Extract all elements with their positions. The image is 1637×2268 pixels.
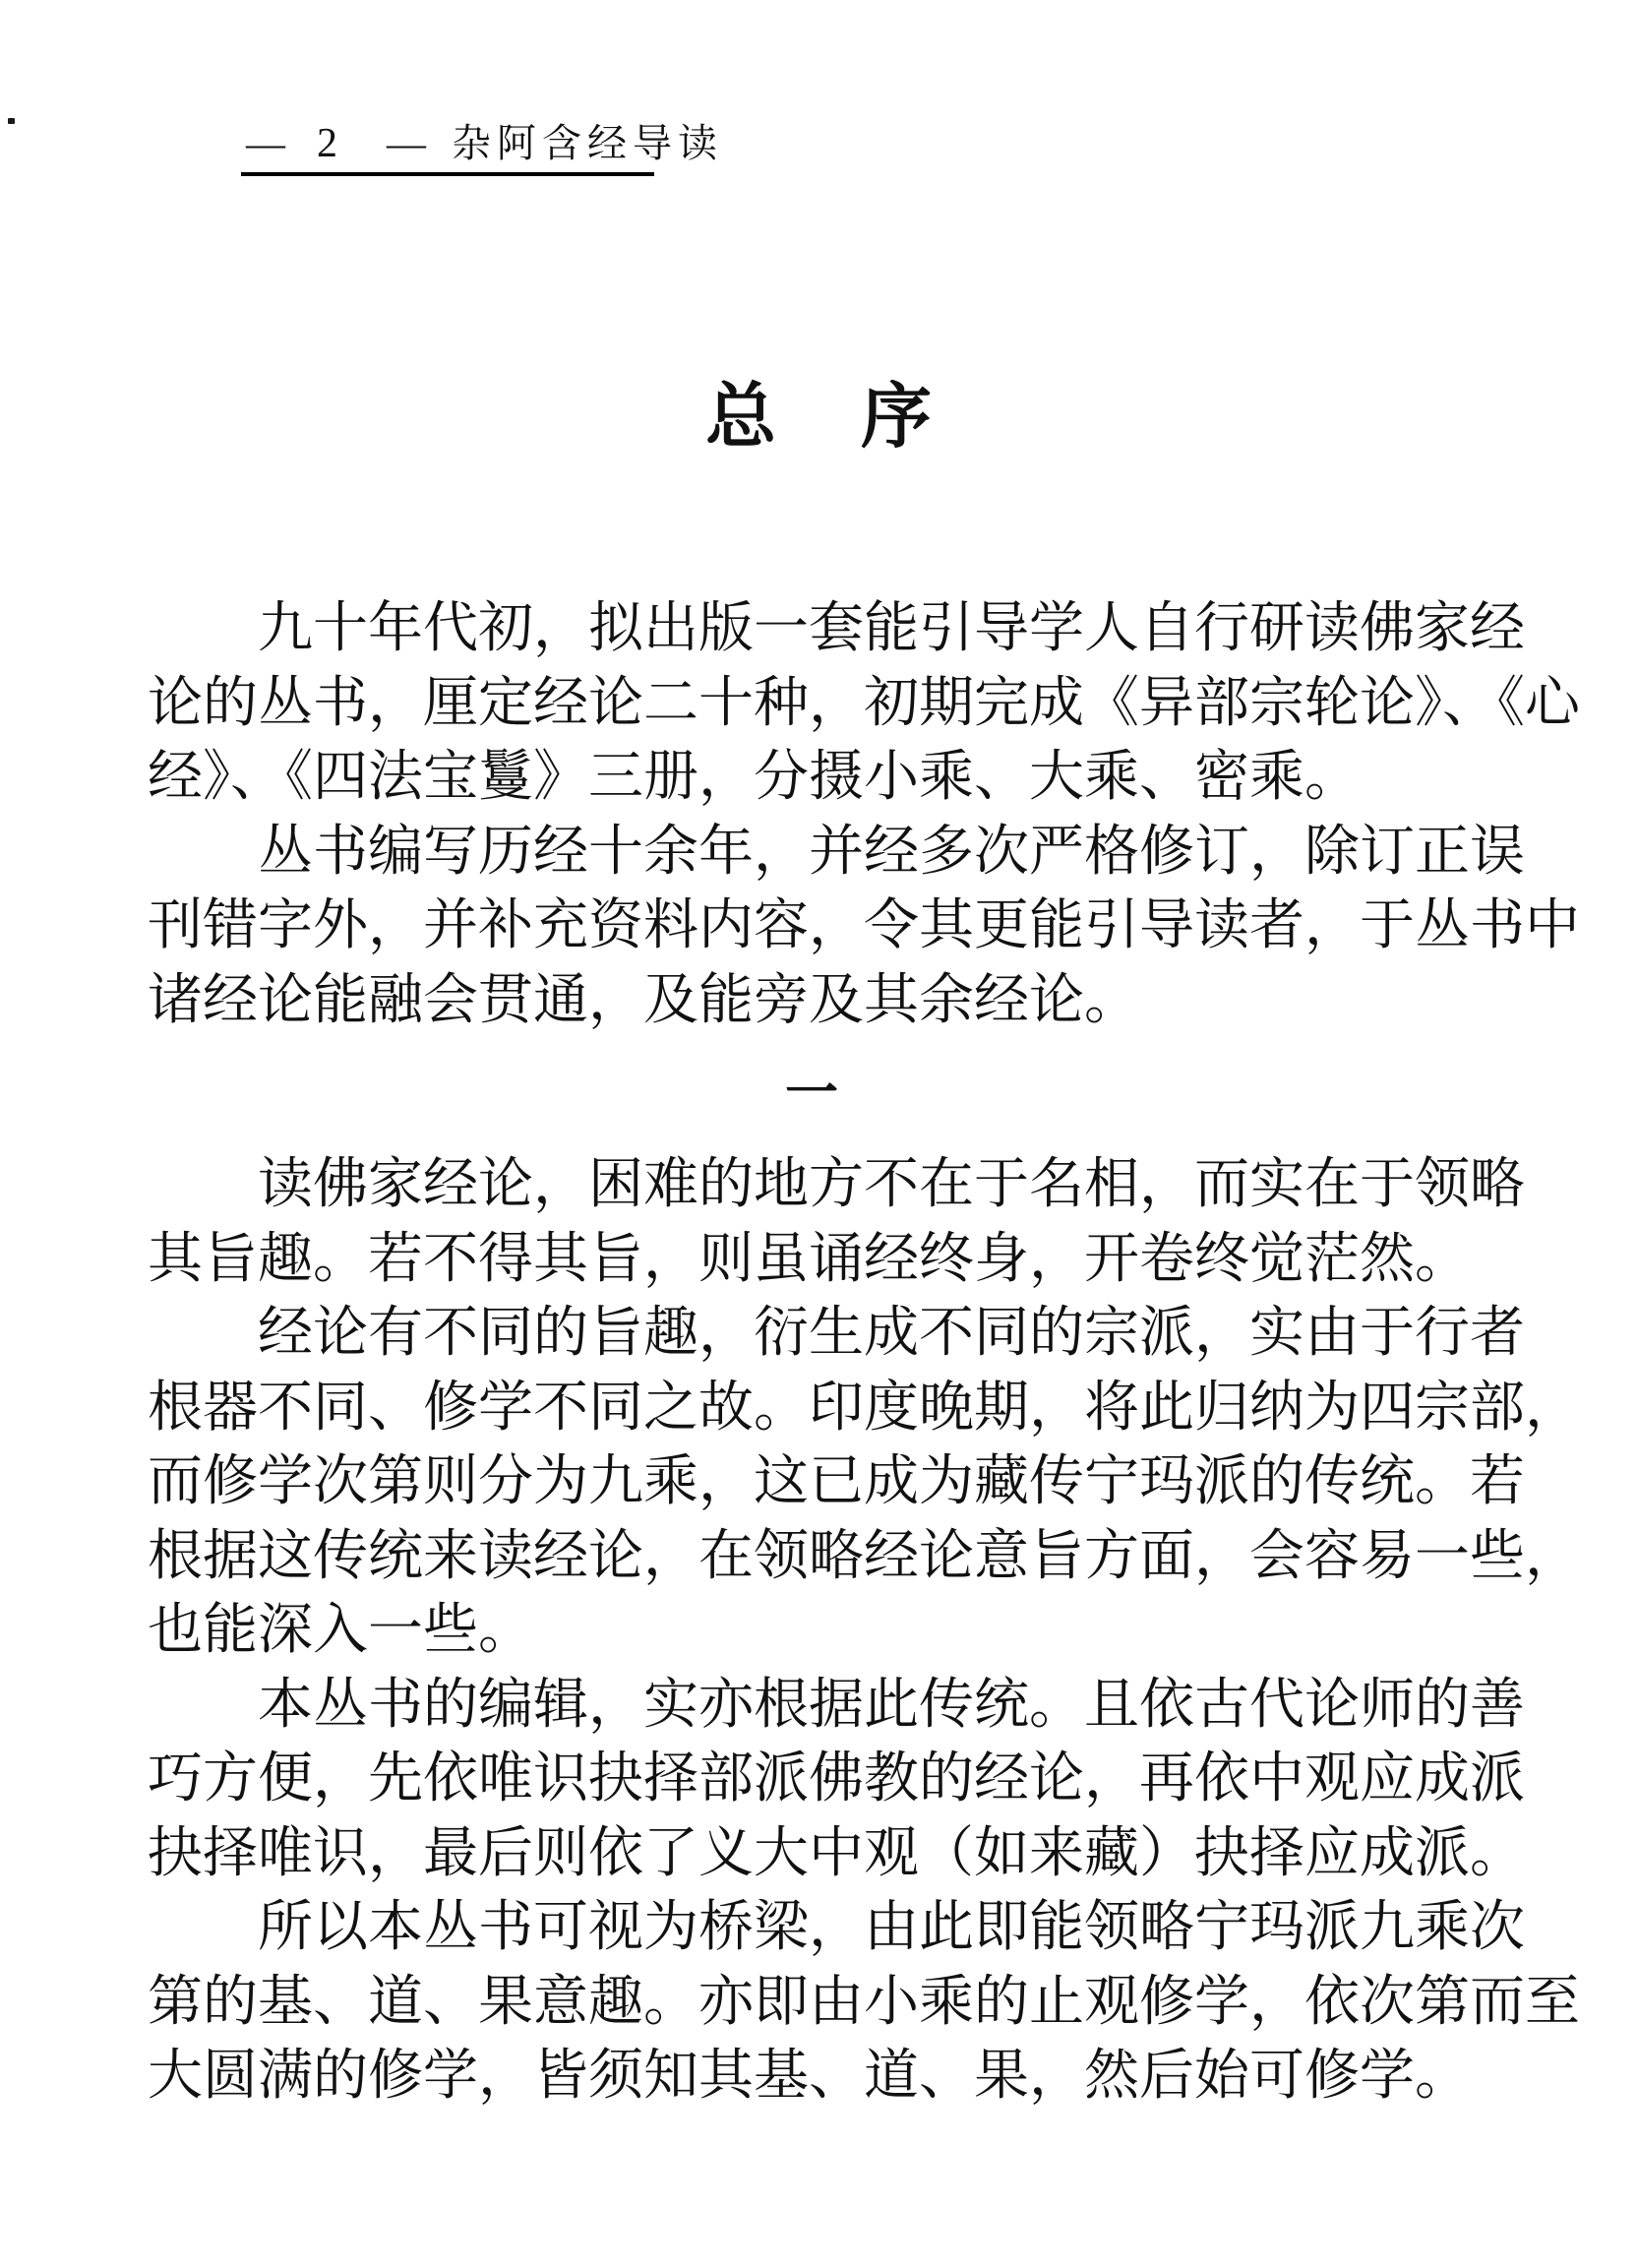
- section-divider: 一: [785, 1064, 838, 1123]
- text-line: 读佛家经论，困难的地方不在于名相，而实在于领略: [258, 1154, 1525, 1215]
- text-line: 第的基、道、果意趣。亦即由小乘的止观修学，依次第而至: [148, 1971, 1580, 2033]
- header-dash-right: —: [387, 121, 426, 165]
- text-line: 大圆满的修学，皆须知其基、道、果，然后始可修学。: [148, 2046, 1470, 2107]
- page-title-char: 序: [861, 378, 933, 457]
- text-line: 所以本丛书可视为桥梁，由此即能领略宁玛派九乘次: [258, 1897, 1525, 1958]
- header-page-number: 2: [317, 121, 337, 166]
- text-line: 经》、《四法宝鬘》三册，分摄小乘、大乘、密乘。: [148, 747, 1360, 808]
- header-book-title: 杂阿含经导读: [452, 121, 723, 165]
- scan-artifact-dot: [8, 118, 15, 124]
- page-title: [0, 372, 1637, 462]
- header-rule: [241, 172, 654, 176]
- running-header: [246, 120, 723, 167]
- text-line: 丛书编写历经十余年，并经多次严格修订，除订正误: [258, 821, 1525, 883]
- text-line: 巧方便，先依唯识抉择部派佛教的经论，再依中观应成派: [148, 1748, 1525, 1809]
- text-line: 根据这传统来读经论，在领略经论意旨方面，会容易一些，: [148, 1525, 1580, 1587]
- text-line: 经论有不同的旨趣，衍生成不同的宗派，实由于行者: [258, 1303, 1525, 1364]
- body-text: [148, 592, 1580, 2115]
- text-line: 九十年代初，拟出版一套能引导学人自行研读佛家经: [258, 598, 1525, 659]
- text-line: 其旨趣。若不得其旨，则虽诵经终身，开卷终觉茫然。: [148, 1228, 1470, 1290]
- text-line: 诸经论能融会贯通，及能旁及其余经论。: [148, 969, 1139, 1031]
- text-line: 刊错字外，并补充资料内容，令其更能引导读者，于丛书中: [148, 895, 1580, 956]
- text-line: 论的丛书，厘定经论二十种，初期完成《异部宗轮论》、《心: [148, 672, 1580, 734]
- text-line: 本丛书的编辑，实亦根据此传统。且依古代论师的善: [258, 1674, 1525, 1736]
- header-dash-left: —: [246, 121, 285, 165]
- text-line: 也能深入一些。: [148, 1600, 533, 1661]
- text-line: 抉择唯识，最后则依了义大中观（如来藏）抉择应成派。: [148, 1822, 1525, 1884]
- page-title-char: 总: [704, 378, 776, 457]
- text-line: 根器不同、修学不同之故。印度晚期，将此归纳为四宗部，: [148, 1377, 1580, 1439]
- text-line: 而修学次第则分为九乘，这已成为藏传宁玛派的传统。若: [148, 1451, 1525, 1512]
